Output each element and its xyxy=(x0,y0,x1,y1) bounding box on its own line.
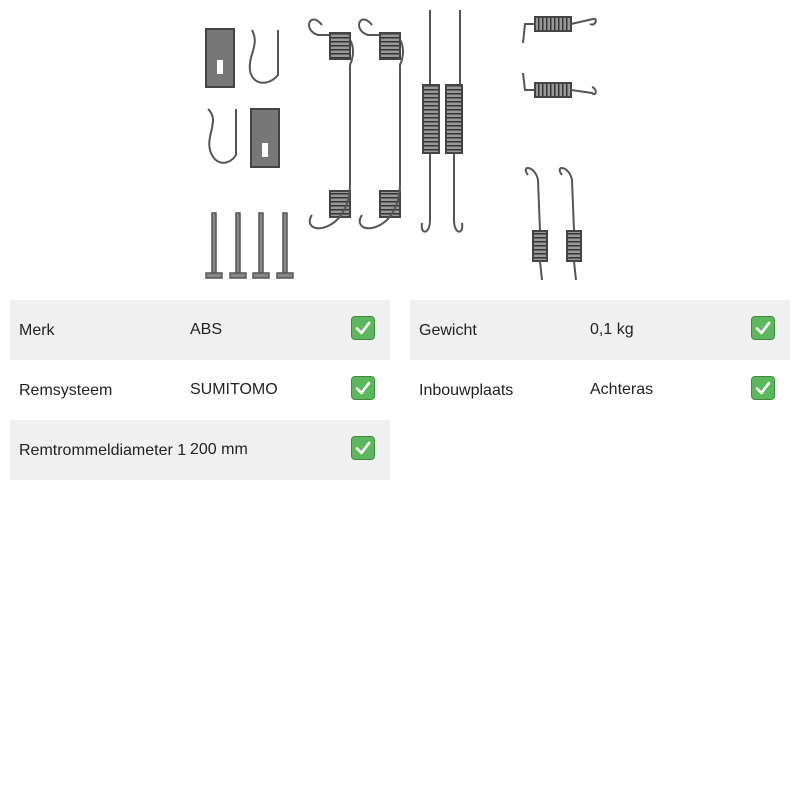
spec-value: 200 mm xyxy=(190,441,248,458)
spec-row-gewicht xyxy=(410,300,790,360)
spec-row-remsysteem xyxy=(10,360,390,420)
spec-value: Achteras xyxy=(590,381,654,398)
spec-value: 0,1 kg xyxy=(590,321,634,338)
spec-row-inbouwplaats xyxy=(410,360,790,420)
check-mark-icon xyxy=(351,436,375,460)
spec-label: Gewicht xyxy=(419,322,477,339)
spec-row-remtrommeldiameter xyxy=(10,420,390,480)
product-image xyxy=(190,5,610,290)
check-mark-icon xyxy=(751,376,775,400)
spec-label: Merk xyxy=(19,322,55,339)
spec-label: Remsysteem xyxy=(19,382,113,399)
spec-table-left xyxy=(10,300,390,480)
spec-label: Remtrommeldiameter 1 xyxy=(19,442,187,459)
spec-value: SUMITOMO xyxy=(190,381,278,398)
spec-label: Inbouwplaats xyxy=(419,382,514,399)
check-mark-icon xyxy=(351,316,375,340)
check-mark-icon xyxy=(351,376,375,400)
spec-value: ABS xyxy=(190,321,223,338)
spec-table-right xyxy=(410,300,790,420)
check-mark-icon xyxy=(751,316,775,340)
spec-row-merk xyxy=(10,300,390,360)
